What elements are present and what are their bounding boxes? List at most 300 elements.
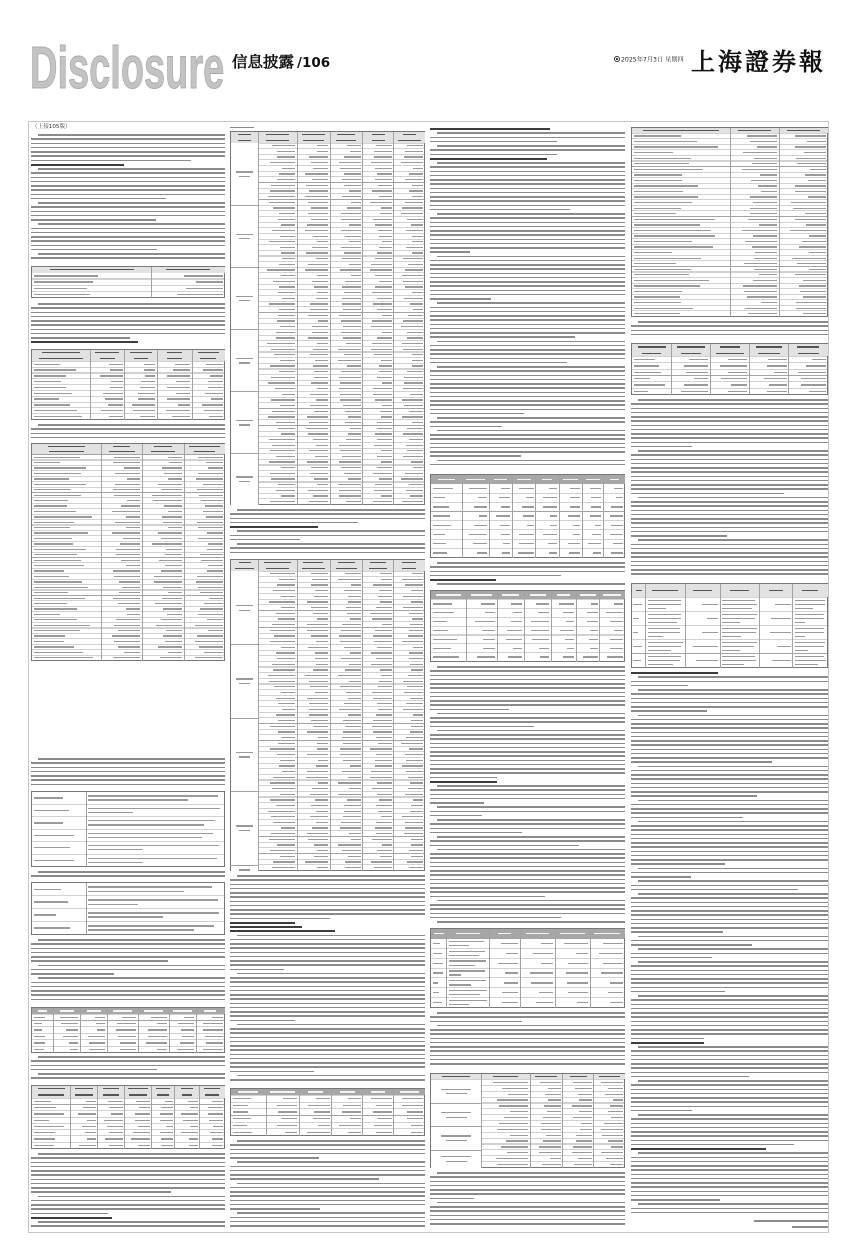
table-cell-text: [127, 614, 140, 615]
table-cell-text: [407, 428, 423, 429]
table-cell-text: [212, 1017, 223, 1018]
table-cell-text: [576, 1135, 591, 1136]
table-cell-text: [34, 398, 59, 399]
table-cell-text: [340, 399, 360, 400]
table-cell-text: [610, 515, 623, 516]
article-text-block: [430, 1171, 625, 1230]
table-cell-text: [310, 394, 328, 395]
table-header-text: [720, 346, 741, 347]
table-cell-text: [281, 607, 295, 608]
table-cell-text: [34, 581, 82, 582]
table-cell-text: [206, 516, 223, 517]
text-line: [31, 969, 225, 971]
table-cell-text: [34, 570, 64, 571]
table-cell-text: [409, 613, 423, 614]
text-line: [430, 840, 625, 842]
table-cell-text: [410, 624, 423, 625]
article-text-block: [631, 398, 828, 580]
text-line: [430, 179, 625, 181]
table-cell-text: [506, 1140, 528, 1141]
table-cell-text: [402, 399, 423, 400]
table-cell-text: [34, 416, 82, 417]
table-cell-text: [406, 760, 422, 761]
table-cell-text: [307, 771, 328, 772]
text-line: [437, 849, 625, 851]
table-cell-text: [693, 646, 718, 647]
table-cell-text: [745, 308, 777, 309]
text-line: [430, 281, 625, 283]
text-line: [230, 1071, 314, 1073]
table-cell-text: [374, 867, 392, 868]
text-line: [437, 302, 625, 304]
text-line: [638, 715, 828, 717]
table-cell-text: [538, 612, 549, 613]
table-cell-text: [280, 760, 295, 761]
table-cell-text: [402, 501, 423, 502]
table-cell-text: [349, 241, 361, 242]
table-cell-text: [167, 398, 190, 399]
table-cell-text: [338, 844, 361, 845]
table-cell-text: [607, 656, 623, 657]
table-cell-text: [168, 457, 183, 458]
table-cell-text: [315, 456, 328, 457]
table-cell-text: [140, 387, 155, 388]
table-cell-text: [403, 456, 423, 457]
table-header-text: [677, 346, 705, 347]
table-cell-text: [568, 515, 580, 516]
table-cell-text: [795, 608, 813, 609]
table-cell-text: [34, 847, 70, 848]
table-cell-text: [205, 1036, 222, 1037]
table-cell-text: [608, 1140, 623, 1141]
text-line: [230, 1011, 425, 1013]
table-cell-text: [381, 579, 392, 580]
text-line: [631, 991, 725, 993]
table-cell-text: [449, 951, 485, 952]
table-cell-text: [109, 1132, 123, 1133]
table-cell-text: [339, 490, 361, 491]
text-line: [631, 931, 723, 933]
table-cell-text: [173, 369, 190, 370]
table-cell-text: [375, 258, 392, 259]
text-line: [31, 956, 225, 958]
table-cell-text: [601, 1152, 623, 1153]
table-header-text: [302, 134, 325, 135]
table-cell-text: [282, 394, 295, 395]
text-line: [631, 927, 828, 929]
table-cell-text: [87, 1138, 96, 1139]
text-line: [631, 1110, 692, 1112]
table-cell-text: [403, 349, 422, 350]
table-cell-text: [70, 1049, 79, 1050]
table-merged-cell: [231, 143, 258, 505]
table-cell-text: [140, 416, 156, 417]
table-cell-text: [593, 552, 602, 553]
table-cell-text: [308, 433, 327, 434]
table-cell-text: [413, 647, 423, 648]
text-line: [430, 709, 509, 711]
table-cell-text: [312, 827, 328, 828]
text-line: [631, 681, 828, 683]
table-cell-text: [348, 777, 361, 778]
table-cell-text: [310, 303, 327, 304]
text-line: [31, 320, 225, 322]
table-cell-text: [208, 381, 222, 382]
table-cell-text: [34, 381, 61, 382]
table-cell-text: [88, 899, 218, 900]
table-cell-text: [305, 269, 327, 270]
table-cell-text: [634, 135, 681, 136]
table-cell-text: [276, 698, 294, 699]
article-text-block: [631, 320, 828, 340]
table-cell-text: [543, 497, 557, 498]
table-cell-text: [433, 953, 443, 954]
table-cell-text: [350, 765, 361, 766]
table-cell-text: [274, 686, 295, 687]
table-cell-text: [478, 497, 487, 498]
table-cell-text: [268, 382, 295, 383]
table-cell-text: [126, 565, 140, 566]
text-line: [237, 1161, 425, 1163]
table-cell-text: [313, 365, 328, 366]
text-line: [430, 196, 625, 198]
table-cell-text: [269, 202, 294, 203]
table-cell-text: [34, 641, 64, 642]
table-cell-text: [312, 247, 328, 248]
table-cell-text: [433, 943, 440, 944]
table-cell-text: [433, 506, 449, 507]
table-cell-text: [519, 543, 533, 544]
text-line: [631, 1131, 828, 1133]
table-cell-text: [446, 1161, 467, 1162]
text-line: [430, 1046, 625, 1048]
table-cell-text: [376, 714, 392, 715]
table-cell-text: [282, 168, 295, 169]
table-cell-text: [446, 1140, 467, 1141]
table-cell-text: [270, 630, 295, 631]
text-line: [38, 871, 225, 873]
text-line: [631, 522, 828, 524]
text-line: [31, 240, 225, 242]
table-cell-text: [239, 756, 250, 757]
table-cell-text: [411, 224, 423, 225]
text-line: [631, 544, 828, 546]
table-cell-text: [372, 320, 392, 321]
table-cell-text: [742, 230, 777, 231]
table-cell-text: [316, 258, 328, 259]
table-cell-text: [591, 506, 601, 507]
table-cell-text: [115, 484, 140, 485]
table-cell-text: [570, 506, 580, 507]
table-cell-text: [344, 811, 361, 812]
table-cell-text: [306, 428, 328, 429]
table-cell-text: [34, 410, 77, 411]
table-cell-text: [307, 224, 328, 225]
table-cell-text: [406, 247, 422, 248]
table-cell-text: [401, 162, 422, 163]
table-cell-text: [796, 308, 826, 309]
data-table: [430, 474, 625, 558]
table-cell-text: [381, 416, 392, 417]
table-gridline: [788, 344, 789, 395]
table-cell-text: [411, 1125, 422, 1126]
table-cell-text: [634, 141, 697, 142]
table-cell-text: [402, 275, 423, 276]
table-cell-text: [308, 337, 328, 338]
table-cell-text: [273, 669, 295, 670]
text-line: [437, 1025, 625, 1027]
table-gridline: [393, 1089, 394, 1136]
table-gridline: [297, 132, 298, 505]
table-cell-text: [159, 560, 182, 561]
table-cell-text: [634, 378, 650, 379]
table-cell-text: [112, 635, 140, 636]
table-cell-text: [89, 1049, 106, 1050]
table-cell-text: [744, 263, 777, 264]
table-cell-text: [759, 274, 777, 275]
text-line: [430, 913, 625, 915]
text-line: [230, 1187, 425, 1189]
text-line: [430, 188, 625, 190]
text-line: [230, 969, 284, 971]
table-cell-text: [88, 1036, 105, 1037]
data-table: [631, 583, 828, 668]
table-header-text: [308, 1091, 323, 1092]
table-cell-text: [526, 497, 534, 498]
table-cell-text: [34, 1145, 54, 1146]
table-cell-text: [111, 1113, 122, 1114]
table-cell-text: [507, 1152, 528, 1153]
table-cell-text: [345, 236, 361, 237]
table-cell-text: [543, 534, 557, 535]
table-cell-text: [441, 1089, 471, 1090]
text-line: [631, 501, 828, 503]
table-cell-text: [805, 174, 826, 175]
text-line: [437, 819, 625, 821]
text-line: [237, 509, 425, 511]
text-line: [430, 777, 497, 779]
table-cell-text: [375, 399, 392, 400]
table-cell-text: [313, 726, 328, 727]
table-cell-text: [411, 1132, 423, 1133]
table-gridline: [462, 475, 463, 558]
text-line: [31, 1204, 225, 1206]
table-cell-text: [409, 630, 423, 631]
table-cell-text: [88, 833, 213, 834]
data-table: [31, 791, 225, 867]
table-cell-text: [375, 433, 392, 434]
text-line: [631, 812, 828, 814]
text-line: [638, 936, 828, 938]
text-line: [31, 1179, 225, 1181]
text-line: [430, 891, 625, 893]
article-text-block: [230, 1139, 425, 1230]
text-line: [430, 789, 625, 791]
table-cell-text: [411, 844, 423, 845]
table-header-text: [189, 446, 220, 447]
table-cell-text: [343, 326, 361, 327]
text-line: [631, 535, 727, 537]
table-cell-text: [755, 252, 777, 253]
table-cell-text: [277, 320, 295, 321]
table-cell-text: [402, 207, 423, 208]
table-header-text: [38, 1094, 64, 1095]
table-cell-text: [34, 560, 81, 561]
text-line: [631, 804, 828, 806]
text-line: [631, 527, 828, 529]
table-cell-text: [342, 179, 361, 180]
table-cell-text: [433, 525, 451, 526]
text-line: [638, 948, 828, 950]
text-line: [437, 132, 625, 134]
table-cell-text: [543, 1140, 561, 1141]
table-gridline: [196, 1008, 197, 1053]
table-cell-text: [747, 296, 777, 297]
table-cell-text: [148, 1036, 167, 1037]
table-cell-text: [121, 505, 140, 506]
table-cell-text: [312, 788, 328, 789]
text-line: [631, 1106, 828, 1108]
table-cell-text: [411, 805, 423, 806]
table-cell-text: [34, 294, 90, 295]
text-line: [31, 329, 225, 331]
table-header-row: [231, 560, 425, 571]
table-cell-text: [752, 163, 777, 164]
table-cell-text: [308, 213, 328, 214]
table-cell-text: [376, 754, 392, 755]
table-cell-text: [209, 598, 222, 599]
table-cell-text: [115, 522, 140, 523]
table-gridline: [231, 718, 258, 719]
text-line: [638, 497, 828, 499]
table-cell-text: [122, 587, 140, 588]
table-cell-text: [373, 501, 392, 502]
table-cell-text: [158, 484, 183, 485]
table-cell-text: [34, 288, 87, 289]
text-heading-line: [31, 1217, 112, 1219]
table-cell-text: [348, 433, 361, 434]
table-cell-text: [774, 372, 786, 373]
table-gridline: [53, 1008, 54, 1053]
table-cell-text: [279, 371, 295, 372]
table-cell-text: [338, 349, 361, 350]
table-cell-text: [377, 422, 392, 423]
table-gridline: [330, 132, 331, 505]
table-cell-text: [748, 219, 777, 220]
table-cell-text: [114, 625, 140, 626]
table-cell-text: [273, 281, 295, 282]
table-cell-text: [405, 179, 423, 180]
table-cell-text: [412, 618, 423, 619]
text-line: [430, 1055, 625, 1057]
text-line: [631, 1067, 828, 1069]
table-cell-text: [544, 1105, 561, 1106]
text-line: [230, 939, 425, 941]
text-line: [430, 802, 484, 804]
table-cell-text: [411, 839, 423, 840]
table-cell-text: [348, 714, 360, 715]
text-line: [631, 872, 828, 874]
text-line: [631, 476, 828, 478]
text-line: [631, 548, 828, 550]
table-cell-text: [761, 302, 777, 303]
table-cell-text: [406, 230, 423, 231]
text-line: [631, 1186, 828, 1188]
table-cell-text: [113, 657, 140, 658]
data-table: [430, 1073, 625, 1168]
text-line: [638, 321, 828, 323]
text-line: [631, 531, 828, 533]
table-header-text: [797, 346, 819, 347]
table-cell-text: [348, 601, 360, 602]
table-cell-text: [318, 760, 328, 761]
text-line: [430, 421, 625, 423]
table-cell-text: [88, 795, 218, 796]
table-cell-text: [344, 156, 360, 157]
table-gridline: [792, 584, 793, 668]
text-line: [631, 944, 752, 946]
table-cell-text: [648, 614, 682, 615]
text-line: [631, 795, 757, 797]
table-cell-text: [634, 219, 715, 220]
text-line: [430, 1029, 625, 1031]
table-cell-text: [344, 473, 361, 474]
table-header-text: [235, 568, 253, 569]
table-cell-text: [728, 391, 747, 392]
text-line: [631, 471, 828, 473]
table-cell-text: [158, 646, 182, 647]
table-cell-text: [208, 630, 223, 631]
text-line: [430, 1050, 625, 1052]
text-line: [430, 268, 625, 270]
table-cell-text: [338, 360, 361, 361]
table-cell-text: [317, 618, 327, 619]
table-header-text: [535, 1076, 557, 1077]
text-line: [631, 552, 828, 554]
text-line: [437, 785, 625, 787]
table-cell-text: [345, 573, 361, 574]
table-cell-text: [314, 411, 328, 412]
table-cell-text: [100, 375, 123, 376]
table-cell-text: [34, 462, 60, 463]
table-cell-text: [317, 292, 328, 293]
text-line: [631, 1165, 828, 1167]
table-cell-text: [769, 384, 787, 385]
table-cell-text: [127, 500, 140, 501]
table-cell-text: [539, 648, 549, 649]
text-heading-line: [631, 1042, 704, 1044]
table-cell-text: [273, 590, 295, 591]
table-cell-text: [722, 650, 740, 651]
table-cell-text: [403, 681, 423, 682]
table-cell-text: [151, 1017, 166, 1018]
text-line: [31, 1174, 225, 1176]
text-line: [631, 334, 828, 336]
table-cell-text: [309, 681, 328, 682]
text-line: [430, 1059, 625, 1061]
text-line: [430, 392, 625, 394]
table-cell-text: [276, 490, 295, 491]
table-cell-text: [610, 648, 623, 649]
table-cell-text: [401, 478, 423, 479]
table-cell-text: [379, 799, 392, 800]
table-cell-text: [567, 648, 575, 649]
table-cell-text: [270, 748, 295, 749]
text-line: [437, 1202, 625, 1204]
table-cell-text: [511, 603, 522, 604]
text-line: [430, 251, 470, 253]
text-line: [31, 215, 225, 217]
